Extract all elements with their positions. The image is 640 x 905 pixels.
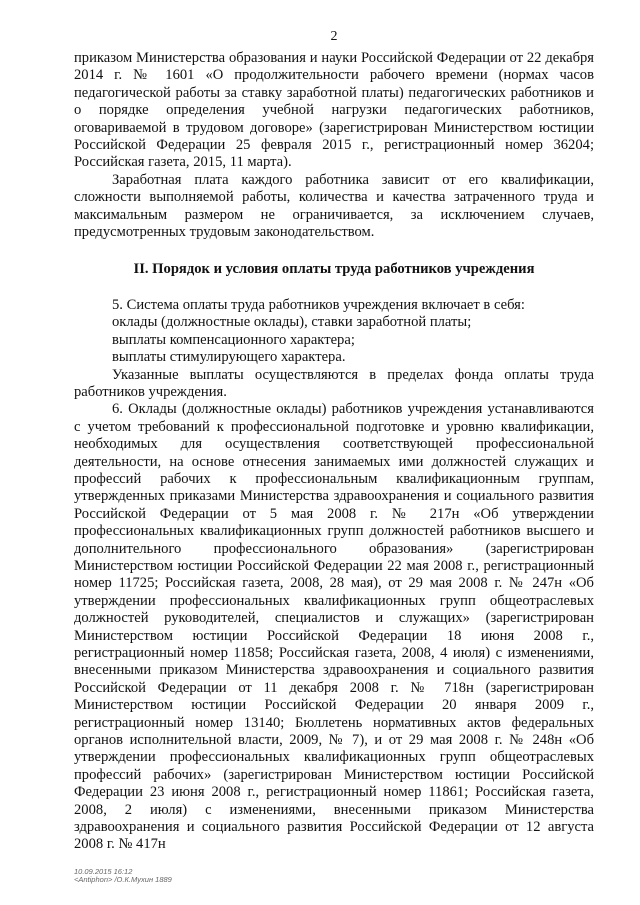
document-page [74,28,594,854]
section-heading: II. Порядок и условия оплаты труда работников учреждения [133,261,535,278]
list-line: 5. Система оплаты труда работников учреждения включает в себя: [112,296,525,313]
list-line: оклады (должностные оклады), ставки заработной платы; [112,314,472,331]
paragraph-payments-fund: Указанные выплаты осуществляются в пределах фонда оплаты труда работников учреждения. [74,366,594,400]
paragraph-salary: Заработная плата каждого работника зависит от его квалификации, сложности выполняемой работы, количества и качества затраченного труда и максимальным размером не ограничивается, за исключением случаев, предусмотренных трудовым законодательством. [74,171,594,241]
list-line: выплаты компенсационного характера; [112,331,355,348]
stamp-date: 10.09.2015 16:12 [74,867,133,876]
paragraph-order-reference: приказом Министерства образования и науки Российской Федерации от 22 декабря 2014 г. № 1601 «О продолжительности рабочего времени (нормах часов педагогической работы за ставку заработной платы) педагогических работников и о порядке определения учебной нагрузки педагогических работников, оговариваемой в трудовом договоре» (зарегистрирован Министерством юстиции Российской Федерации 25 февраля 2015 г., регистрационный номер 36204; Российская газета, 2015, 11 марта). [74,50,594,171]
page-number: 2 [330,29,338,44]
footer-stamp [74,868,172,884]
stamp-file: <Antiphon> /О.К.Мухин 1889 [74,875,172,884]
paragraph-salaries-clause-6: 6. Оклады (должностные оклады) работников учреждения устанавливаются с учетом требований к профессиональной подготовке и уровню квалификации, необходимых для осуществления соответствующей профессиональной деятельности, на основе отнесения занимаемых ими должностей служащих и профессий рабочих к профессиональным квалификационным группам, утвержденных приказами Министерства здравоохранения и социального развития Российской Федерации от 5 мая 2008 г. № 217н «Об утверждении профессиональных квалификационных групп должностей работников высшего и дополнительного профессионального образования» (зарегистрирован Министерством юстиции Российской Федерации 22 мая 2008 г., регистрационный номер 11725; Российская газета, 2008, 28 мая), от 29 мая 2008 г. № 247н «Об утверждении профессиональных квалификационных групп общеотраслевых должностей руководителей, специалистов и служащих» (зарегистрирован Министерством юстиции Российской Федерации 18 июня 2008 г., регистрационный номер 11858; Российская газета, 2008, 4 июля) с изменениями, внесенными приказом Министерства здравоохранения и социального развития Российской Федерации от 11 декабря 2008 г. № 718н (зарегистрирован Министерством юстиции Российской Федерации 20 января 2009 г., регистрационный номер 13140; Бюллетень нормативных актов федеральных органов исполнительной власти, 2009, № 7), и от 29 мая 2008 г. № 248н «Об утверждении профессиональных квалификационных групп общеотраслевых профессий рабочих» (зарегистрирован Министерством юстиции Российской Федерации 23 июня 2008 г., регистрационный номер 11861; Российская газета, 2008, 2 июля) с изменениями, внесенными приказом Министерства здравоохранения и социального развития Российской Федерации от 12 августа 2008 г. № 417н [74,401,594,853]
list-line: выплаты стимулирующего характера. [112,349,346,366]
